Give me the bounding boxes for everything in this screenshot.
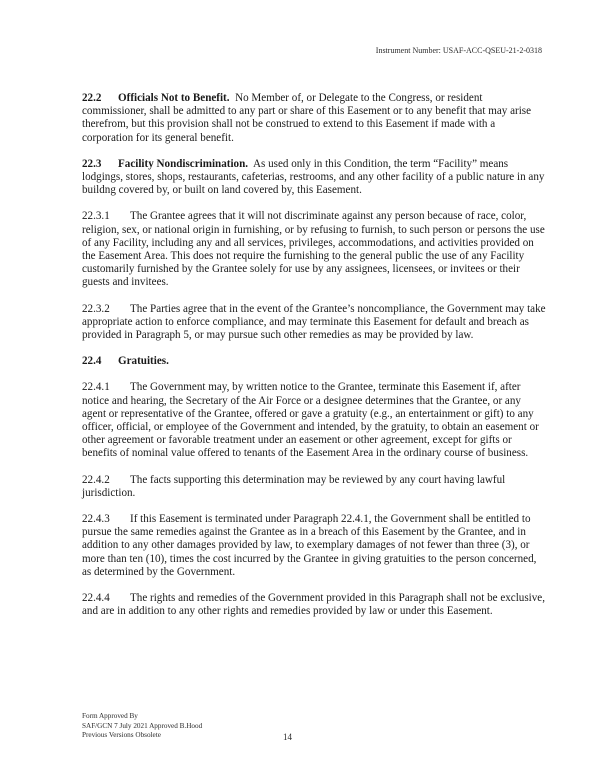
footer-line-1: Form Approved By	[82, 712, 138, 720]
section-title: Officials Not to Benefit.	[118, 92, 230, 104]
section-title: Facility Nondiscrimination.	[118, 157, 249, 170]
section-number: 22.4	[82, 355, 102, 368]
section-number: 22.3	[82, 157, 102, 170]
instrument-number: Instrument Number: USAF-ACC-QSEU-21-2-0318	[375, 46, 542, 55]
section-22-4-4	[82, 592, 547, 618]
section-22-2	[82, 92, 547, 145]
form-footer	[82, 712, 202, 741]
section-title: Gratuities.	[118, 355, 169, 368]
section-number: 22.4.2	[82, 473, 110, 486]
section-number: 22.2	[82, 92, 102, 104]
section-22-4-3	[82, 513, 547, 579]
document-body	[82, 92, 547, 632]
section-22-4-1	[82, 381, 547, 460]
section-number: 22.4.4	[82, 592, 110, 605]
section-number: 22.4.3	[82, 513, 110, 526]
section-22-3-1	[82, 210, 547, 289]
section-22-3	[82, 158, 547, 198]
section-text: No Member of, or Delegate to the Congress, or resident commissioner, shall be admitted to any part or share of this Easement or to any benefit that may arise therefrom, but this provision shall not be construed to extend to this Easement if made with a corporation for its general benefit.	[82, 92, 532, 144]
section-text: The Parties agree that in the event of the Grantee’s noncompliance, the Government may take appropriate action to enforce compliance, and may terminate this Easement for default and breach as provided in Paragraph 5, or may pursue such other remedies as may be provided by law.	[82, 302, 546, 342]
section-text: The rights and remedies of the Government provided in this Paragraph shall not be exclusive, and are in addition to any other rights and remedies provided by law or under this Easement.	[82, 592, 545, 618]
section-22-4	[82, 355, 547, 368]
section-text: If this Easement is terminated under Paragraph 22.4.1, the Government shall be entitled to pursue the same remedies against the Grantee as in a breach of this Easement by the Grantee, and in addition to any other damages provided by law, to exemplary damages of not fewer than three (3), or more than ten (10), times the cost incurred by the Grantee in giving gratuities to the person concerned, as determined by the Government.	[82, 513, 537, 578]
section-22-4-2	[82, 474, 547, 500]
page-number: 14	[283, 732, 292, 742]
section-text: The Government may, by written notice to the Grantee, terminate this Easement if, after notice and hearing, the Secretary of the Air Force or a designee determines that the Grantee, or any agent or representative of the Grantee, offered or gave a gratuity (e.g., an entertainment or gift) to any officer, official, or employee of the Government and intended, by the gratuity, to obtain an easement or other agreement or favorable treatment under an easement or other agreement, except for gifts or benefits of nominal value offered to tenants of the Easement Area in the ordinary course of business.	[82, 381, 539, 460]
section-text: As used only in this Condition, the term “Facility” means lodgings, stores, shops, restaurants, cafeterias, restrooms, and any other facility of a public nature in any buildng covered by, or built on land covered by, this Easement.	[82, 157, 545, 197]
section-number: 22.3.2	[82, 302, 110, 315]
section-number: 22.3.1	[82, 210, 110, 223]
footer-line-2: SAF/GCN 7 July 2021 Approved B.Hood	[82, 721, 203, 730]
section-22-3-2	[82, 303, 547, 343]
section-number: 22.4.1	[82, 381, 110, 394]
section-text: The facts supporting this determination may be reviewed by any court having lawful jurisdiction.	[82, 473, 506, 499]
section-text: The Grantee agrees that it will not discriminate against any person because of race, color, religion, sex, or national origin in furnishing, or by refusing to furnish, to such person or persons the use of any Facility, including any and all services, privileges, accommodations, and activities provided on the Easement Area. This does not require the furnishing to the general public the use of any Facility customarily furnished by the Grantee solely for use by any assignees, licensees, or invitees or their guests and invitees.	[82, 210, 545, 289]
footer-line-3: Previous Versions Obsolete	[82, 731, 161, 740]
